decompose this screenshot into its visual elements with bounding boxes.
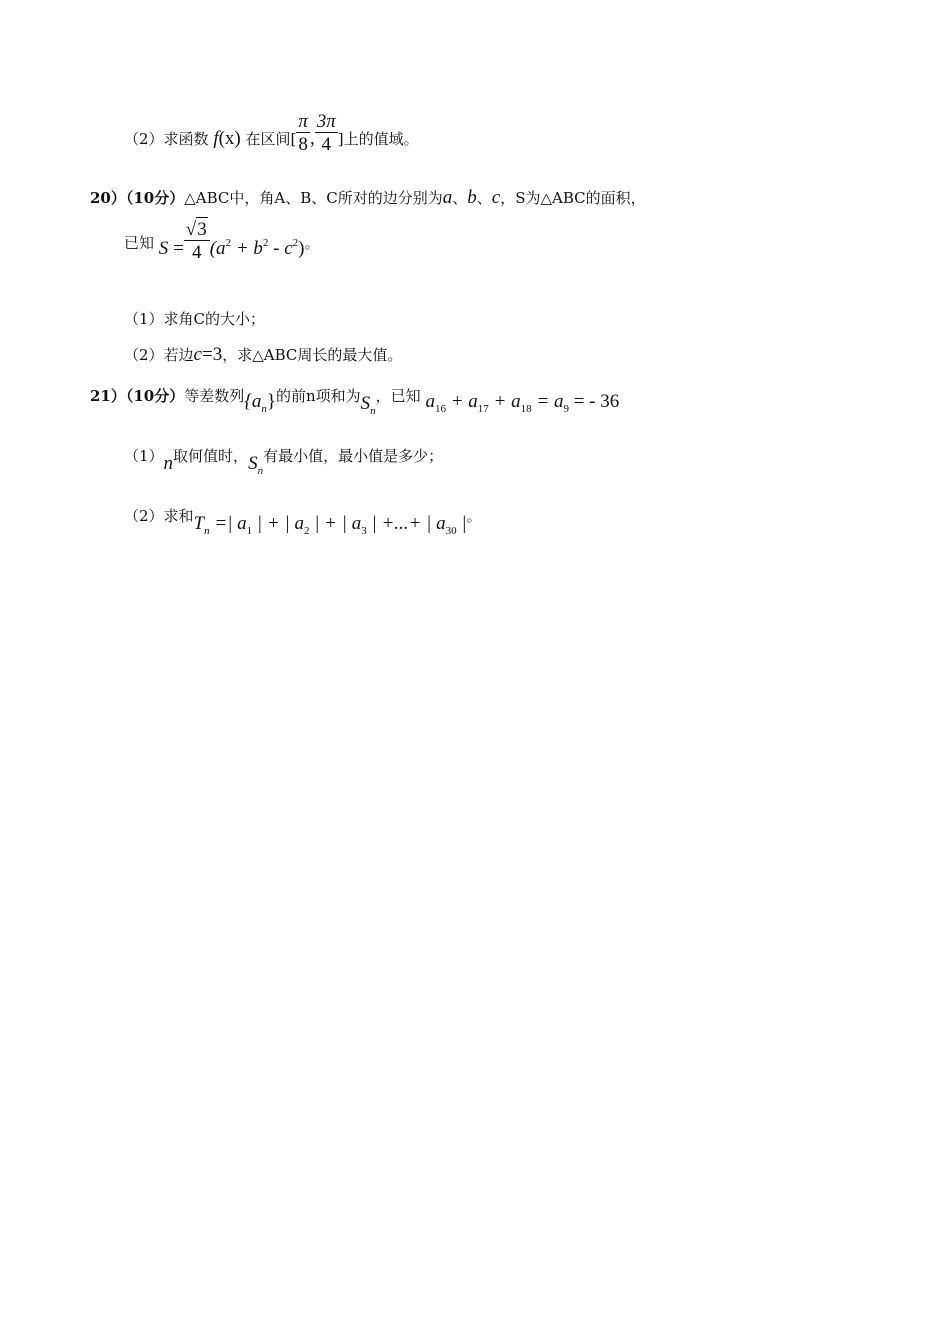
q20-var-a: a — [442, 187, 453, 208]
q20-text1: △ABC中，角A、B、C所对的边分别为 — [184, 189, 443, 207]
q20-points: （10分） — [125, 189, 185, 207]
q20-formula-frac — [184, 220, 210, 262]
q20-sep2: 、 — [476, 189, 492, 207]
q20-given — [124, 219, 320, 263]
q21-seq-close: } — [266, 391, 276, 412]
q21-equation — [425, 391, 620, 415]
q20-part2 — [124, 345, 402, 364]
q19-frac2-num: 3π — [316, 111, 336, 132]
q21-eq2: = - 36 — [568, 391, 620, 412]
q20-formula-eq: = — [173, 238, 184, 259]
q20-frac-den: 4 — [192, 242, 202, 263]
q21-t-s3: 3 — [361, 525, 367, 537]
q21-part1-Sn — [248, 453, 264, 477]
q20-exp-c: 2 — [292, 237, 299, 249]
q21-S-sub: n — [370, 405, 376, 417]
q21-part1-post: 有最小值，最小值是多少； — [263, 447, 444, 465]
q21-sub17: 17 — [477, 403, 489, 415]
q21-T-sub: n — [204, 525, 210, 537]
q21-points: （10分） — [125, 387, 185, 405]
q21-sub18: 18 — [520, 403, 532, 415]
q21-text2: 的前n项和为 — [276, 387, 361, 405]
q21-part1-S: S — [248, 453, 258, 474]
q21-t-p3: | +...+ | a — [366, 513, 446, 534]
q20-var-c: c — [491, 187, 501, 208]
q21-sum-formula — [193, 513, 467, 537]
q21-header — [90, 386, 620, 417]
q20-given-label: 已知 — [124, 234, 155, 252]
q21-t-p1: | + | a — [252, 513, 304, 534]
q21-seq-sub: n — [261, 403, 267, 415]
q21-t-s2: 2 — [303, 525, 310, 537]
q21-t-p2: | + | a — [309, 513, 362, 534]
q20-part2-post: ，求△ABC周长的最大值。 — [222, 346, 403, 364]
q21-seq-open: {a — [244, 391, 262, 412]
q19-frac1-den: 8 — [298, 134, 308, 155]
q21-sub9: 9 — [563, 403, 569, 415]
q21-part1-n: n — [163, 453, 174, 474]
q21-t-end: | — [456, 513, 467, 534]
q19-f: f — [213, 128, 219, 149]
q21-plus2: + a — [488, 391, 521, 412]
q20-var-b: b — [467, 187, 477, 208]
q21-part1-S-sub: n — [257, 465, 264, 477]
q21-number: 21） — [90, 387, 126, 405]
q21-seq — [244, 391, 276, 415]
q20-sqrt-val: 3 — [197, 219, 207, 240]
q20-formula-minus: - c — [268, 238, 293, 259]
q20-part2-pre: （2）若边 — [124, 346, 194, 364]
q19-frac2 — [315, 112, 338, 154]
q19-tail: ]上的值域。 — [337, 130, 419, 148]
q21-sub16: 16 — [434, 403, 446, 415]
q21-part1-pre: （1） — [124, 447, 164, 465]
q19-part2-label: （2）求函数 — [124, 130, 209, 148]
q19-x: (x) — [218, 128, 241, 149]
q21-part1 — [124, 446, 444, 477]
q21-part1-mid: 取何值时， — [173, 447, 249, 465]
q21-Sn — [360, 393, 376, 417]
q21-plus1: + a — [445, 391, 478, 412]
q21-eq1: = a — [531, 391, 564, 412]
q21-text3: ，已知 — [375, 387, 421, 405]
q21-T: T — [193, 513, 205, 534]
q21-period: 。 — [466, 507, 482, 525]
q21-S: S — [360, 393, 371, 414]
q19-interval-text: 在区间[ — [245, 130, 297, 148]
q20-part2-eq: =3 — [201, 344, 223, 365]
q19-frac2-den: 4 — [321, 134, 331, 155]
q20-text2: ，S为△ABC的面积， — [500, 189, 646, 207]
q20-number: 20） — [90, 189, 126, 207]
q21-part2 — [124, 506, 482, 537]
q20-sep1: 、 — [452, 189, 468, 207]
q20-part1: （1）求角C的大小； — [124, 310, 266, 328]
q20-formula-close: ) — [298, 238, 305, 259]
q20-exp-a: 2 — [225, 237, 232, 249]
q19-frac1-num: π — [298, 111, 308, 132]
q21-t-eq: =| a — [209, 513, 247, 534]
q21-a16: a — [425, 391, 435, 412]
q21-text1: 等差数列 — [184, 387, 245, 405]
q20-exp-b: 2 — [262, 237, 269, 249]
q20-formula-plus: + b — [231, 238, 263, 259]
q20-header — [90, 188, 646, 207]
q20-formula-open: (a — [209, 238, 226, 259]
q19-comma: , — [309, 128, 315, 149]
q20-sqrt: √3 — [184, 220, 210, 241]
q20-formula-S: S — [158, 238, 169, 259]
q20-part2-c: c — [193, 344, 202, 365]
q21-t-s1: 1 — [246, 525, 253, 537]
q21-part2-pre: （2）求和 — [124, 507, 194, 525]
q19-frac1 — [296, 112, 310, 154]
q21-t-s30: 30 — [445, 525, 457, 537]
q20-period: 。 — [304, 234, 320, 252]
